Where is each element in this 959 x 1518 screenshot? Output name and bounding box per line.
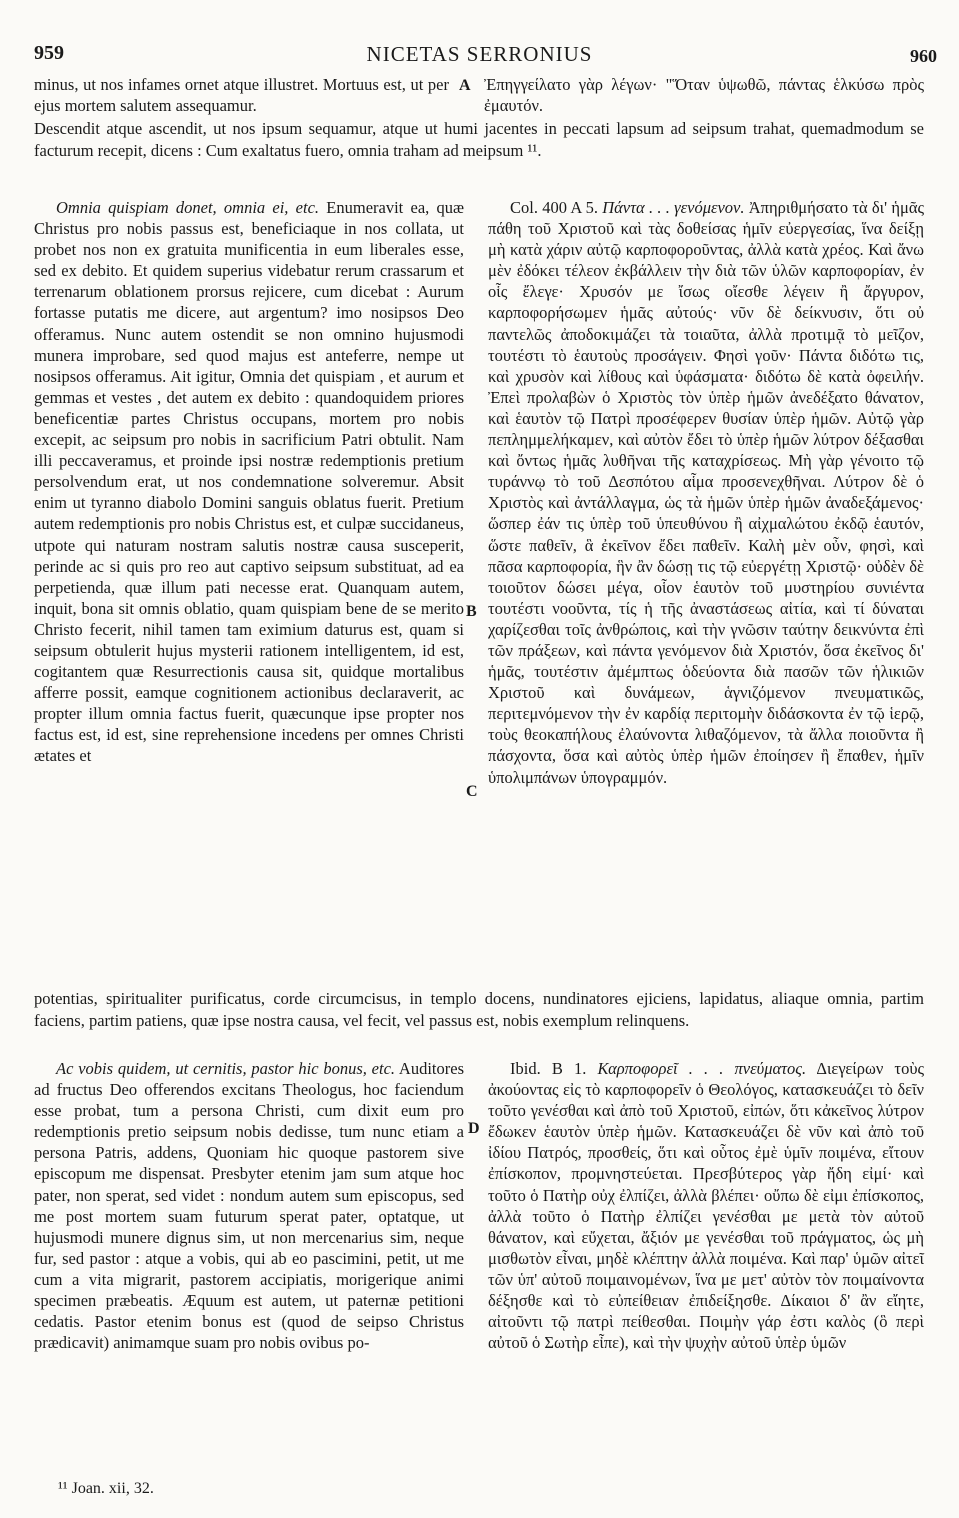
greek-commentary-a	[488, 197, 924, 788]
page-number-left: 959	[34, 42, 64, 64]
margin-marker-d: D	[468, 1120, 480, 1137]
greek-top-lines: Ἐπηγγείλατο γὰρ λέγων· "Ὅταν ὑψωθῶ, πάντας ἑλκύσω πρὸς ἐμαυτόν.	[484, 75, 924, 116]
latin-lemma-a: Omnia quispiam donet, omnia ei, etc.	[56, 198, 320, 217]
greek-lemma-a: Πάντα . . . γενόμενον.	[602, 198, 745, 217]
latin-text-a: Enumeravit ea, quæ Christus pro nobis passus est, beneficiaque in nos collata, ut probet nos non ex gratuita munificentia in eum liberales esse, sed ex debito. Et quidem superius videbatur rerum crassarum et terrenarum oblationem prorsus rejicere, cum dicebat : Aurum fortasse putatis me dicere, aut argentum? imo nosipsos Deo offeramus. Nunc autem ostendit se non omnino hujusmodi munera improbare, sed quod majus est anteferre, nempe ut nosipsos offeramus. Ait igitur, Omnia det quispiam , et aurum et gemmas et vestes , det autem ex debito : quandoquidem priores beneficentiæ partes Christus occupans, mortem pro nobis excepit, ac seipsum pro nobis in sacrificium Patri obtulit. Nam illi peccaveramus, et proinde ipsi nostræ redemptionis pretium persolvendum erat, ut nos condemnatione solveremur. Absit enim ut tyranno diabolo Domini sanguis oblatus fuerit. Pretium autem redemptionis pro nobis Christus est, et culpæ succidaneus, utpote qui naturam nostram salutis nostræ causa susceperit, perinde ac si quis pro reo aut captivo seipsum substituat, ad ea perpetienda, quæ illum pati necesse erat. Quanquam autem, inquit, bona sit omnis oblatio, quam quispiam bene de se merito Christo fecerit, nihil tamen tam eximium daturus est, quam si seipsum obtulerit hujus mysterii rationem intelligentem, id est, cogitantem quæ Resurrectionis causa sit, quidque mortalibus afferre possit, eamque cognitionem actionibus declaraverit, ac propter illum omnia factus fuerit, quæcunque ipse propter nos factus est, id est, sine reprehensione incedens per omnes Christi ætates et	[34, 198, 465, 766]
greek-lemma-b: Καρποφορεῖ . . . πνεύματος.	[597, 1059, 807, 1078]
page-header	[0, 42, 959, 70]
margin-marker-a: A	[459, 77, 471, 94]
margin-marker-b: B	[466, 603, 477, 620]
running-title: NICETAS SERRONIUS	[366, 42, 593, 66]
greek-text-b: Διεγείρων τοὺς ἀκούοντας εἰς τὸ καρποφορεῖν ὁ Θεολόγος, κατασκευάζει τὸ δεῖν τοῦτο γενέσθαι καὶ ἀπὸ τοῦ Χριστοῦ, εἰπών, ὅτι κἀκεῖνος λύτρον ἔδωκεν ἑαυτὸν ὑπὲρ ἡμῶν. Κατασκευάζει δὲ νῦν καὶ ἀπὸ τοῦ ἰδίου Πατρός, προσθείς, ὅτι καὶ οὗτος ἐμὲ ὑμῖν ποιμένα, εἴτουν ἐπίσκοπον, προμνηστεύεται. Πρεσβύτερος γὰρ ἤδη εἰμί· καὶ τοῦτο ὁ Πατὴρ οὐχ ἐλπίζει, ἀλλὰ βλέπει· οὔπω δὲ εἰμι ἐπίσκοπος, ἀλλὰ τοῦτο ὁ Πατὴρ ἐλπίζει γενέσθαι με μετὰ τὸν αὐτοῦ θάνατον, καὶ εὔχεται, ἄξιόν με γενέσθαι τοῦ πράγματος, ὡς μὴ μισθωτὸν εἶναι, μηδὲ κλέπτην ἀλλὰ ποιμένα. Καὶ παρ' ὑμῶν αἰτεῖ τῶν ὑπ' αὐτοῦ ποιμαινομένων, ἵνα με μετ' αὐτὸν τὸν ποιμαίνοντα δέξησθε καὶ τὸ εὐπείθειαν ἐπιδείξησθε. Δίκαιοι δ' ἂν εἴητε, αἰτοῦντι τῷ πατρὶ πείθεσθαι. Ποιμὴν γάρ ἐστι καλὸς (ὃ περὶ αὐτοῦ ὁ Σωτὴρ εἶπε), καὶ τὴν ψυχὴν αὐτοῦ ὑπὲρ ὑμῶν	[488, 1059, 925, 1353]
full-width-paragraph-1: Descendit atque ascendit, ut nos ipsum sequamur, atque ut humi jacentes in peccati lapsum ad seipsum trahat, quemadmodum se facturum recepit, dicens : Cum exaltatus fuero, omnia traham ad meipsum ¹¹.	[34, 119, 924, 160]
latin-commentary-b	[34, 1058, 464, 1353]
greek-commentary-b	[488, 1058, 924, 1353]
greek-lemma-ref-b: Ibid. B 1.	[510, 1059, 587, 1078]
latin-commentary-a	[34, 197, 464, 767]
full-width-paragraph-2: potentias, spiritualiter purificatus, corde circumcisus, in templo docens, nundinatores ejiciens, lapidatus, aliaque omnia, partim faciens, partim patiens, quæ ipse nostra causa, vel fecit, vel passus est, nobis exemplum relinquens.	[34, 989, 924, 1030]
latin-lemma-b: Ac vobis quidem, ut cernitis, pastor hic bonus, etc.	[56, 1059, 396, 1078]
latin-top-lines: minus, ut nos infames ornet atque illustret. Mortuus est, ut per ejus mortem salutem assequamur.	[34, 75, 449, 116]
latin-text-b: Auditores ad fructus Deo offerendos excitans Theologus, hoc faciendum esse probat, tum a persona Christi, cum dixit eum pro redemptionis pretio seipsum nobis dedisse, tum nunc etiam a persona Patris, addens, Quoniam hic quoque pastorem sive episcopum me dispensat. Presbyter etenim jam sum atque hoc pater, non sperat, sed videt : nondum autem sum episcopus, sed me post mortem suam futurum sperat pater, optatque, ut hujusmodi munere dignus sim, ut non mercenarius sim, neque fur, sed pastor : atque a vobis, qui ab eo pascimini, petit, ut me cum a vita migrarit, pastorem accipiatis, morigerique animi specimen præbeatis. Æquum est autem, ut paternæ petitioni cedatis. Pastor etenim bonus est (quod de seipso Christus prædicavit) animamque suam pro nobis ovibus po-	[34, 1059, 464, 1353]
greek-text-a: Ἀπηριθμήσατο τὰ δι' ἡμᾶς πάθη τοῦ Χριστοῦ καὶ τὰς δοθείσας ἡμῖν εὐεργεσίας, ἵνα δείξῃ μὴ κατὰ χάριν αὐτῷ καρποφοροῦντας, ἀλλὰ κατὰ χρέος. Καὶ ἄνω μὲν ἐδόκει τέλεον ἐκβάλλειν τὴν διὰ τῶν ὑλῶν καρποφορίαν, ἐν οἷς ἔλεγε· Χρυσόν με ἴσως οἴεσθε λέγειν ἢ ἄργυρον, καρποφορήσωμεν ἡμᾶς αὐτούς· νῦν δὲ δείκνυσιν, ὅτι οὐ παντελῶς ἀποδοκιμάζει τὰ τοιαῦτα, ἀλλὰ προτιμᾷ τὸ μεῖζον, τουτέστι τὸ ἑαυτοὺς προσάγειν. Φησὶ γοῦν· Πάντα διδότω τις, καὶ χρυσὸν καὶ λίθους καὶ ὑφάσματα· διδότω δὲ κατὰ ὀφειλήν. Ἐπεὶ προλαβὼν ὁ Χριστὸς τὸν ὑπὲρ ἡμῶν ἀνεδέξατο θάνατον, καὶ ἑαυτὸν τῷ Πατρὶ προσέφερεν θυσίαν ὑπὲρ ἡμῶν. Αὐτῷ γὰρ πεπλημμελήκαμεν, καὶ αὐτὸν ἔδει τὸ ὑπὲρ ἡμῶν λύτρον δέξασθαι καὶ ὄντως ἡμᾶς λυθῆναι τῆς καταχρίσεως. Μὴ γὰρ γένοιτο τῷ τυράννῳ τὸ τοῦ Δεσπότου αἷμα προσενεχθῆναι. Λύτρον δὲ ὁ Χριστὸς καὶ ἀντάλλαγμα, ὡς τὰ ἡμῶν ὑπὲρ ἡμῶν ἀναδεξάμενος· ὥσπερ ἐάν τις ὑπὲρ τοῦ ὑπευθύνου ἢ αἰχμαλώτου ἐκδῷ ἑαυτόν, ὥστε παθεῖν, ἃ ἐκεῖνον ἔδει παθεῖν. Καλὴ μὲν οὖν, φησὶ, καὶ πᾶσα καρποφορία, ἣν ἂν δώσῃ τις τῷ εὐεργέτῃ Χριστῷ· οὐδὲν δὲ τοιοῦτον δώσει μέγα, οἷον ἑαυτὸν τοῦ μυστηρίου συνιέντα τουτέστι νοοῦντα, τίς ἡ τῆς ἀναστάσεως αἰτία, καὶ τί δύναται χαρίζεσθαι τοῖς ἀνθρώποις, καὶ τὴν γνῶσιν ταύτην δεικνύντα ἐπὶ τῶν πράξεων, καὶ πάντα γενόμενον διὰ Χριστόν, ὅσα ἐκεῖνος δι' ἡμᾶς, τουτέστιν ἀμέμπτως ὁδεύοντα διὰ πασῶν τῶν ἡλικιῶν Χριστοῦ καὶ δυνάμεων, ἁγνιζόμενον πνευματικῶς, περιτεμνόμενον τὴν ἐν καρδίᾳ περιτομὴν διδάσκοντα ἐν τῷ ἱερῷ, τοὺς θεοκαπήλους ἐλαύνοντα λιθαζόμενον, τὰ ἄλλα ποιοῦντα ἢ πάσχοντα, ὅσα καὶ αὐτὸς ὑπὲρ ἡμῶν ἐποίησεν ἢ ἔπαθεν, ἡμῖν ὑπολιμπάνων ὑπογραμμόν.	[488, 198, 925, 787]
greek-lemma-ref-a: Col. 400 A 5.	[510, 198, 598, 217]
page-number-right: 960	[910, 46, 937, 66]
margin-marker-c: C	[466, 783, 478, 800]
footnote: ¹¹ Joan. xii, 32.	[58, 1480, 154, 1497]
